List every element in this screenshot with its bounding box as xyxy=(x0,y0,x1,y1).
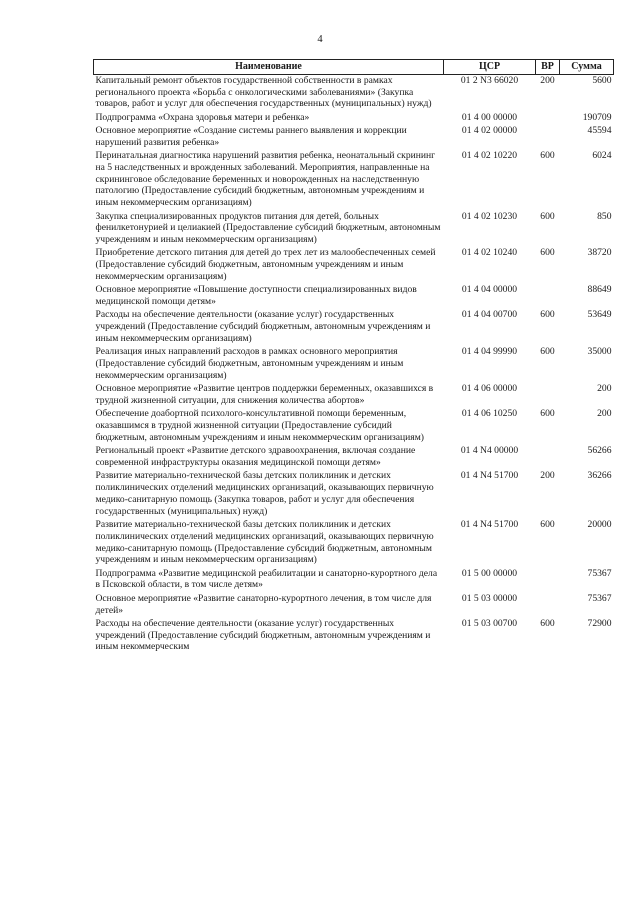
table-row xyxy=(94,247,614,284)
row-vr-cell: 200 xyxy=(540,74,555,86)
table-row xyxy=(94,346,614,383)
row-sum-cell: 200 xyxy=(597,383,612,395)
row-sum-cell: 38720 xyxy=(587,247,612,259)
row-vr-cell xyxy=(536,445,560,470)
table-row xyxy=(94,125,614,150)
row-name-cell: Реализация иных направлений расходов в рамках основного мероприятия (Предоставление субсидий бюджетным, автономным учреждениям и иным некоммерческим организациям) xyxy=(95,346,404,381)
row-vr-cell xyxy=(536,568,560,593)
row-vr-cell: 600 xyxy=(540,346,555,358)
row-csr-cell: 01 4 04 00700 xyxy=(461,309,518,321)
row-name-cell: Основное мероприятие «Повышение доступности специализированных видов медицинской помощи детям» xyxy=(95,284,417,308)
row-vr-cell: 200 xyxy=(540,470,555,482)
header-vr: ВР xyxy=(536,60,560,75)
table-row xyxy=(94,470,614,519)
row-sum-cell: 75367 xyxy=(587,592,612,604)
row-sum-cell: 6024 xyxy=(592,150,612,162)
table-row xyxy=(94,445,614,470)
row-vr-cell xyxy=(536,284,560,309)
row-name-cell: Основное мероприятие «Развитие санаторно-курортного лечения, в том числе для детей» xyxy=(95,592,432,616)
table-row xyxy=(94,618,614,655)
row-sum-cell: 56266 xyxy=(587,445,612,457)
row-name-cell: Закупка специализированных продуктов питания для детей, больных фенилкетонурией и целиакией (Предоставление субсидий бюджетным, автономным учреждениям и иным некоммерческим организациям) xyxy=(95,210,441,246)
row-name-cell: Развитие материально-технической базы детских поликлиник и детских поликлинических отделений медицинских организаций, оказывающих первичную медико-санитарную помощь (Предоставление субсидий бюджетным, автономным учреждениям и иным некоммерческим организациям) xyxy=(95,518,434,566)
table-row xyxy=(94,211,614,248)
row-vr-cell: 600 xyxy=(540,210,555,222)
page-number: 4 xyxy=(317,34,323,45)
row-vr-cell xyxy=(536,593,560,618)
row-csr-cell: 01 4 04 99990 xyxy=(461,346,518,358)
row-name-cell: Развитие материально-технической базы детских поликлиник и детских поликлинических отделений медицинских организаций, оказывающих первичную медико-санитарную помощь (Закупка товаров, работ и услуг для обеспечения государственных (муниципальных) нужд) xyxy=(95,470,434,517)
row-csr-cell: 01 4 02 10220 xyxy=(461,150,518,162)
row-sum-cell: 72900 xyxy=(587,617,612,629)
row-vr-cell: 600 xyxy=(540,309,555,321)
row-vr-cell: 600 xyxy=(540,518,555,530)
row-name-cell: Приобретение детского питания для детей до трех лет из малообеспеченных семей (Предоставление субсидий бюджетным, автономным учреждениям и иным некоммерческим организациям) xyxy=(95,247,436,283)
row-csr-cell: 01 4 02 10230 xyxy=(461,210,518,222)
table-body xyxy=(94,74,614,654)
row-csr-cell: 01 4 N4 51700 xyxy=(460,470,519,482)
table-row xyxy=(94,408,614,445)
row-csr-cell: 01 4 02 00000 xyxy=(461,124,518,136)
row-name-cell: Расходы на обеспечение деятельности (оказание услуг) государственных учреждений (Предоставление субсидий бюджетным, автономным учреждениям и иным некоммерческим xyxy=(95,617,431,653)
row-csr-cell: 01 5 00 00000 xyxy=(461,567,518,579)
row-csr-cell: 01 4 02 10240 xyxy=(461,247,518,259)
row-name-cell: Расходы на обеспечение деятельности (оказание услуг) государственных учреждений (Предоставление субсидий бюджетным, автономным учреждениям и иным некоммерческим организациям) xyxy=(95,309,431,345)
row-vr-cell xyxy=(536,125,560,150)
row-sum-cell: 20000 xyxy=(587,518,612,530)
row-sum-cell: 45594 xyxy=(587,124,612,136)
row-vr-cell xyxy=(536,112,560,125)
row-csr-cell: 01 2 N3 66020 xyxy=(460,74,519,86)
row-csr-cell: 01 5 03 00700 xyxy=(461,617,518,629)
row-sum-cell: 5600 xyxy=(592,74,612,86)
table-row xyxy=(94,112,614,125)
table-row xyxy=(94,150,614,210)
row-sum-cell: 88649 xyxy=(587,284,612,296)
row-vr-cell: 600 xyxy=(540,150,555,162)
row-sum-cell: 53649 xyxy=(587,309,612,321)
row-vr-cell: 600 xyxy=(540,408,555,420)
row-csr-cell: 01 4 06 00000 xyxy=(461,383,518,395)
header-csr: ЦСР xyxy=(444,60,536,75)
row-sum-cell: 850 xyxy=(597,210,612,222)
table-row xyxy=(94,568,614,593)
table-row xyxy=(94,309,614,346)
row-name-cell: Капитальный ремонт объектов государственной собственности в рамках регионального проекта «Борьба с онкологическими заболеваниями» (Закупка товаров, работ и услуг для обеспечения государственных (муниципальных) нужд) xyxy=(95,74,432,110)
row-name-cell: Региональный проект «Развитие детского здравоохранения, включая создание современной инфраструктуры оказания медицинской помощи детям» xyxy=(95,445,416,468)
table-row xyxy=(94,593,614,618)
budget-table xyxy=(93,59,614,655)
row-name-cell: Основное мероприятие «Создание системы раннего выявления и коррекции нарушений развития ребенка» xyxy=(95,124,407,148)
row-csr-cell: 01 4 N4 51700 xyxy=(460,518,519,530)
row-sum-cell: 36266 xyxy=(587,470,612,482)
row-sum-cell: 200 xyxy=(597,408,612,420)
table-row xyxy=(94,519,614,568)
row-name-cell: Обеспечение доабортной психолого-консультативной помощи беременным, оказавшимся в трудной жизненной ситуации (Предоставление субсидий бюджетным, автономным учреждениям и иным некоммерческим организациям) xyxy=(95,408,424,443)
header-sum: Сумма xyxy=(560,60,614,75)
row-name-cell: Перинатальная диагностика нарушений развития ребенка, неонатальный скрининг на 5 наследственных и врожденных заболеваний. Мероприятия, направленные на скрининговое обследование беременных и новорожденных на наследственную патологию (Предоставление субсидий бюджетным, автономным учреждениям и иным некоммерческим организациям) xyxy=(95,150,436,209)
row-vr-cell: 600 xyxy=(540,617,555,629)
row-name-cell: Основное мероприятие «Развитие центров поддержки беременных, оказавшихся в трудной жизненной ситуации, для снижения количества абортов» xyxy=(95,383,434,407)
row-csr-cell: 01 4 N4 00000 xyxy=(460,445,519,457)
table-row xyxy=(94,284,614,309)
row-sum-cell: 190709 xyxy=(582,111,612,123)
row-csr-cell: 01 4 00 00000 xyxy=(461,111,518,123)
row-vr-cell: 600 xyxy=(540,247,555,259)
row-sum-cell: 75367 xyxy=(587,567,612,579)
header-name: Наименование xyxy=(94,60,444,75)
row-name-cell: Подпрограмма «Развитие медицинской реабилитации и санаторно-курортного дела в Псковской области, в том числе детям» xyxy=(95,567,438,591)
row-csr-cell: 01 4 06 10250 xyxy=(461,408,518,420)
row-csr-cell: 01 4 04 00000 xyxy=(461,284,518,296)
row-name-cell: Подпрограмма «Охрана здоровья матери и ребенка» xyxy=(95,111,310,123)
table-header-row xyxy=(94,60,614,75)
row-csr-cell: 01 5 03 00000 xyxy=(461,592,518,604)
row-vr-cell xyxy=(536,383,560,408)
row-sum-cell: 35000 xyxy=(587,346,612,358)
table-row xyxy=(94,74,614,111)
table-row xyxy=(94,383,614,408)
